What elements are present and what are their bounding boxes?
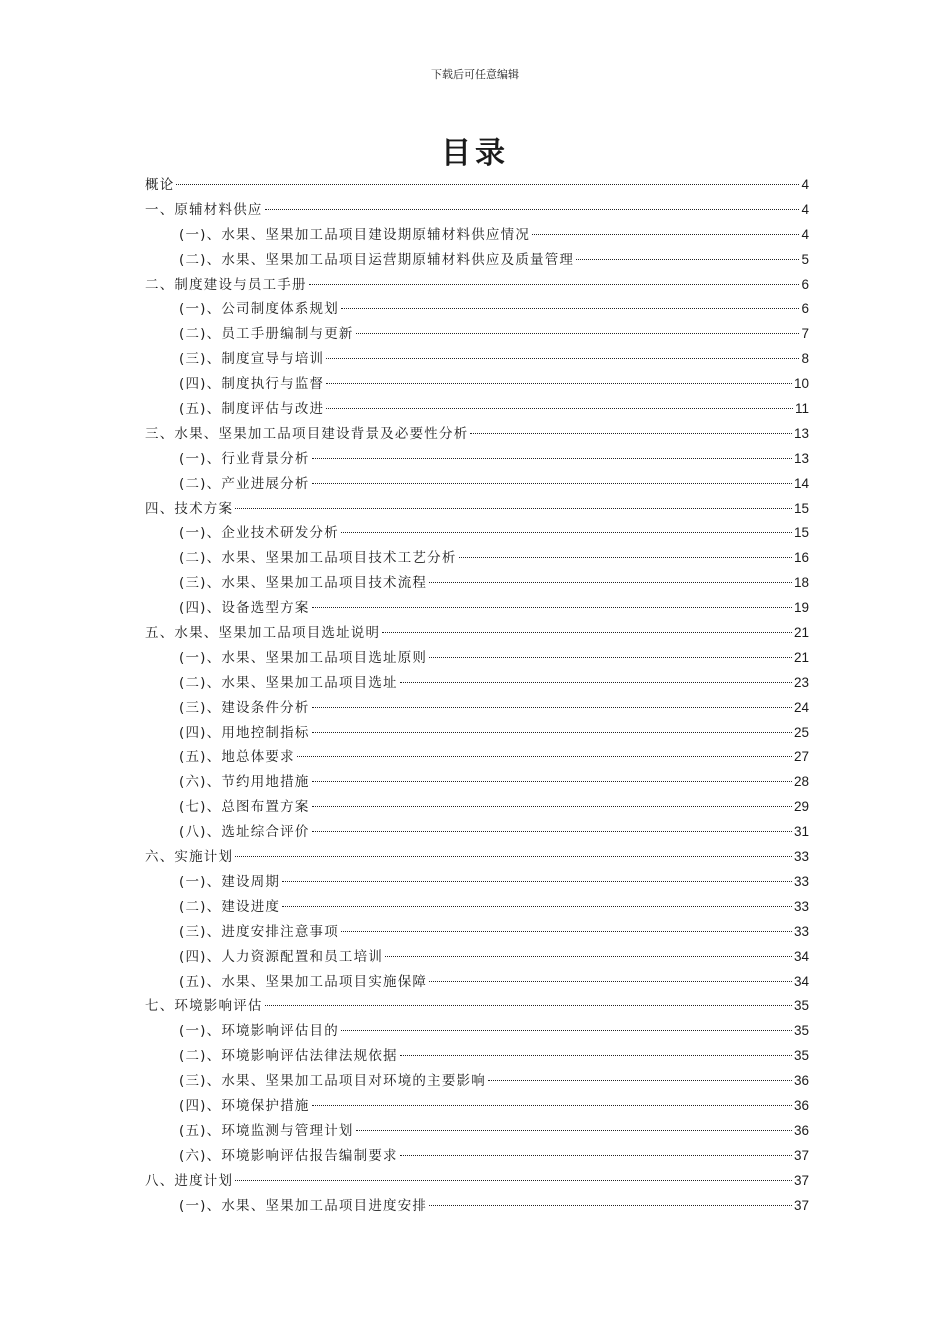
toc-entry-label: 三、水果、坚果加工品项目建设背景及必要性分析 — [145, 425, 469, 442]
toc-entry-label: (二)、水果、坚果加工品项目技术工艺分析 — [179, 550, 457, 567]
dot-leader — [312, 732, 792, 733]
dot-leader — [429, 582, 792, 583]
toc-entry-page-number: 13 — [793, 450, 809, 466]
toc-entry[interactable] — [145, 297, 809, 322]
toc-entry-label: (一)、水果、坚果加工品项目建设期原辅材料供应情况 — [179, 226, 531, 243]
toc-entry-page-number: 27 — [793, 749, 809, 765]
toc-entry[interactable] — [145, 945, 809, 970]
toc-entry[interactable] — [145, 546, 809, 571]
toc-entry-page-number: 15 — [793, 525, 809, 541]
toc-entry-label: (四)、用地控制指标 — [179, 724, 310, 741]
toc-entry-page-number: 10 — [793, 376, 809, 392]
dot-leader — [341, 308, 800, 309]
toc-entry[interactable] — [145, 1094, 809, 1119]
toc-entry-page-number: 6 — [801, 301, 809, 317]
dot-leader — [176, 184, 799, 185]
toc-entry-page-number: 36 — [793, 1122, 809, 1138]
toc-entry-label: (三)、建设条件分析 — [179, 699, 310, 716]
toc-entry-page-number: 31 — [793, 824, 809, 840]
dot-leader — [235, 856, 792, 857]
dot-leader — [282, 881, 792, 882]
toc-entry-label: (八)、选址综合评价 — [179, 824, 310, 841]
toc-entry-label: (二)、水果、坚果加工品项目选址 — [179, 674, 398, 691]
header-note: 下载后可任意编辑 — [431, 68, 519, 81]
toc-entry-label: (四)、环境保护措施 — [179, 1097, 310, 1114]
toc-entry[interactable] — [145, 322, 809, 347]
toc-entry-label: (二)、员工手册编制与更新 — [179, 326, 354, 343]
toc-entry[interactable] — [145, 397, 809, 422]
toc-entry-label: (一)、企业技术研发分析 — [179, 525, 339, 542]
dot-leader — [312, 831, 792, 832]
toc-entry-page-number: 21 — [793, 625, 809, 641]
toc-entry-label: (五)、制度评估与改进 — [179, 401, 325, 418]
toc-entry[interactable] — [145, 920, 809, 945]
toc-entry-label: 六、实施计划 — [145, 849, 234, 866]
toc-entry[interactable] — [145, 173, 809, 198]
toc-entry-page-number: 19 — [793, 600, 809, 616]
toc-entry-page-number: 34 — [793, 948, 809, 964]
toc-entry-label: (一)、行业背景分析 — [179, 450, 310, 467]
toc-entry[interactable] — [145, 223, 809, 248]
dot-leader — [488, 1080, 792, 1081]
dot-leader — [385, 956, 792, 957]
toc-entry[interactable] — [145, 745, 809, 770]
dot-leader — [309, 284, 800, 285]
toc-entry-page-number: 16 — [793, 550, 809, 566]
toc-entry[interactable] — [145, 497, 809, 522]
dot-leader — [429, 1205, 792, 1206]
toc-entry-page-number: 33 — [793, 849, 809, 865]
toc-entry[interactable] — [145, 273, 809, 298]
toc-entry[interactable] — [145, 1119, 809, 1144]
page-title: 目录 — [441, 136, 509, 171]
toc-entry-label: 五、水果、坚果加工品项目选址说明 — [145, 625, 381, 642]
toc-entry[interactable] — [145, 472, 809, 497]
toc-entry[interactable] — [145, 820, 809, 845]
toc-entry-page-number: 33 — [793, 873, 809, 889]
dot-leader — [326, 358, 799, 359]
toc-entry[interactable] — [145, 795, 809, 820]
dot-leader — [312, 781, 792, 782]
toc-entry[interactable] — [145, 621, 809, 646]
toc-entry[interactable] — [145, 1044, 809, 1069]
toc-entry-page-number: 11 — [794, 401, 809, 417]
toc-entry-label: 概论 — [145, 177, 175, 193]
dot-leader — [470, 433, 792, 434]
toc-entry[interactable] — [145, 646, 809, 671]
toc-entry[interactable] — [145, 198, 809, 223]
dot-leader — [312, 1105, 792, 1106]
toc-entry-label: (三)、制度宣导与培训 — [179, 351, 325, 368]
toc-entry-page-number: 14 — [793, 475, 809, 491]
dot-leader — [282, 906, 792, 907]
dot-leader — [356, 333, 800, 334]
toc-entry-label: (一)、公司制度体系规划 — [179, 301, 339, 318]
dot-leader — [356, 1130, 792, 1131]
toc-entry-page-number: 15 — [793, 500, 809, 516]
toc-entry-label: (二)、环境影响评估法律法规依据 — [179, 1048, 398, 1065]
toc-entry-page-number: 5 — [801, 251, 809, 267]
toc-entry-page-number: 7 — [801, 326, 809, 342]
toc-entry-page-number: 37 — [793, 1147, 809, 1163]
dot-leader — [235, 508, 792, 509]
toc-entry-label: (三)、水果、坚果加工品项目对环境的主要影响 — [179, 1073, 486, 1090]
dot-leader — [312, 806, 792, 807]
toc-entry[interactable] — [145, 248, 809, 273]
dot-leader — [235, 1180, 792, 1181]
toc-entry[interactable] — [145, 1144, 809, 1169]
dot-leader — [326, 383, 792, 384]
dot-leader — [400, 1055, 792, 1056]
toc-entry[interactable] — [145, 994, 809, 1019]
toc-entry-label: (二)、建设进度 — [179, 898, 281, 915]
dot-leader — [341, 532, 792, 533]
toc-entry-page-number: 8 — [801, 351, 809, 367]
toc-entry-page-number: 4 — [801, 177, 809, 192]
toc-entry-label: (六)、环境影响评估报告编制要求 — [179, 1147, 398, 1164]
toc-entry-page-number: 24 — [793, 699, 809, 715]
toc-entry-page-number: 37 — [793, 1197, 809, 1213]
toc-entry-label: (三)、进度安排注意事项 — [179, 923, 339, 940]
toc-entry-page-number: 35 — [793, 1023, 809, 1039]
toc-entry-label: (一)、环境影响评估目的 — [179, 1023, 339, 1040]
toc-entry-page-number: 35 — [793, 998, 809, 1014]
toc-entry-page-number: 36 — [793, 1073, 809, 1089]
toc-entry-page-number: 6 — [801, 276, 809, 292]
toc-entry-label: (五)、环境监测与管理计划 — [179, 1122, 354, 1139]
dot-leader — [326, 408, 793, 409]
dot-leader — [297, 756, 792, 757]
dot-leader — [341, 1030, 792, 1031]
toc-entry-label: (四)、人力资源配置和员工培训 — [179, 948, 384, 965]
toc-entry-page-number: 21 — [793, 649, 809, 665]
toc-entry-label: (一)、水果、坚果加工品项目进度安排 — [179, 1197, 428, 1214]
dot-leader — [532, 234, 799, 235]
dot-leader — [400, 1155, 792, 1156]
dot-leader — [265, 1005, 792, 1006]
toc-entry-label: (六)、节约用地措施 — [179, 774, 310, 791]
toc-entry[interactable] — [145, 596, 809, 621]
toc-entry-label: (一)、水果、坚果加工品项目选址原则 — [179, 649, 428, 666]
toc-entry-page-number: 29 — [793, 799, 809, 815]
toc-entry[interactable] — [145, 1194, 809, 1219]
toc-entry-label: 一、原辅材料供应 — [145, 201, 263, 218]
toc-entry-label: 七、环境影响评估 — [145, 998, 263, 1015]
dot-leader — [382, 632, 792, 633]
dot-leader — [312, 707, 792, 708]
table-of-contents — [145, 173, 809, 1218]
dot-leader — [312, 458, 792, 459]
toc-entry-label: (五)、水果、坚果加工品项目实施保障 — [179, 973, 428, 990]
toc-entry-label: (七)、总图布置方案 — [179, 799, 310, 816]
toc-entry-label: 四、技术方案 — [145, 500, 234, 517]
toc-entry-page-number: 4 — [801, 226, 809, 242]
toc-entry-page-number: 25 — [793, 724, 809, 740]
toc-entry-page-number: 18 — [793, 575, 809, 591]
dot-leader — [576, 259, 799, 260]
toc-entry-page-number: 35 — [793, 1048, 809, 1064]
dot-leader — [265, 209, 800, 210]
toc-entry[interactable] — [145, 770, 809, 795]
dot-leader — [429, 981, 792, 982]
toc-entry[interactable] — [145, 347, 809, 372]
toc-entry-label: 八、进度计划 — [145, 1172, 234, 1189]
toc-entry[interactable] — [145, 571, 809, 596]
dot-leader — [459, 557, 792, 558]
dot-leader — [312, 483, 792, 484]
toc-entry[interactable] — [145, 671, 809, 696]
dot-leader — [429, 657, 792, 658]
toc-entry[interactable] — [145, 422, 809, 447]
toc-entry-page-number: 28 — [793, 774, 809, 790]
toc-entry-label: (二)、产业进展分析 — [179, 475, 310, 492]
dot-leader — [400, 682, 792, 683]
toc-entry[interactable] — [145, 870, 809, 895]
toc-entry-label: (三)、水果、坚果加工品项目技术流程 — [179, 575, 428, 592]
toc-entry-label: (二)、水果、坚果加工品项目运营期原辅材料供应及质量管理 — [179, 251, 575, 268]
dot-leader — [341, 931, 792, 932]
toc-entry[interactable] — [145, 895, 809, 920]
toc-entry[interactable] — [145, 447, 809, 472]
toc-entry-page-number: 4 — [801, 201, 809, 217]
toc-entry-page-number: 13 — [793, 425, 809, 441]
toc-entry-label: 二、制度建设与员工手册 — [145, 276, 307, 293]
dot-leader — [312, 607, 792, 608]
toc-entry[interactable] — [145, 1069, 809, 1094]
toc-entry-page-number: 33 — [793, 923, 809, 939]
toc-entry-label: (五)、地总体要求 — [179, 749, 295, 766]
toc-entry-page-number: 36 — [793, 1097, 809, 1113]
toc-entry[interactable] — [145, 1169, 809, 1194]
toc-entry[interactable] — [145, 721, 809, 746]
toc-entry-page-number: 33 — [793, 898, 809, 914]
toc-entry[interactable] — [145, 845, 809, 870]
toc-entry[interactable] — [145, 696, 809, 721]
toc-entry-label: (一)、建设周期 — [179, 873, 281, 890]
toc-entry[interactable] — [145, 1019, 809, 1044]
toc-entry-page-number: 34 — [793, 973, 809, 989]
toc-entry-page-number: 37 — [793, 1172, 809, 1188]
toc-entry[interactable] — [145, 521, 809, 546]
toc-entry-label: (四)、设备选型方案 — [179, 600, 310, 617]
toc-entry-page-number: 23 — [793, 674, 809, 690]
toc-entry[interactable] — [145, 372, 809, 397]
toc-entry-label: (四)、制度执行与监督 — [179, 376, 325, 393]
toc-entry[interactable] — [145, 970, 809, 995]
